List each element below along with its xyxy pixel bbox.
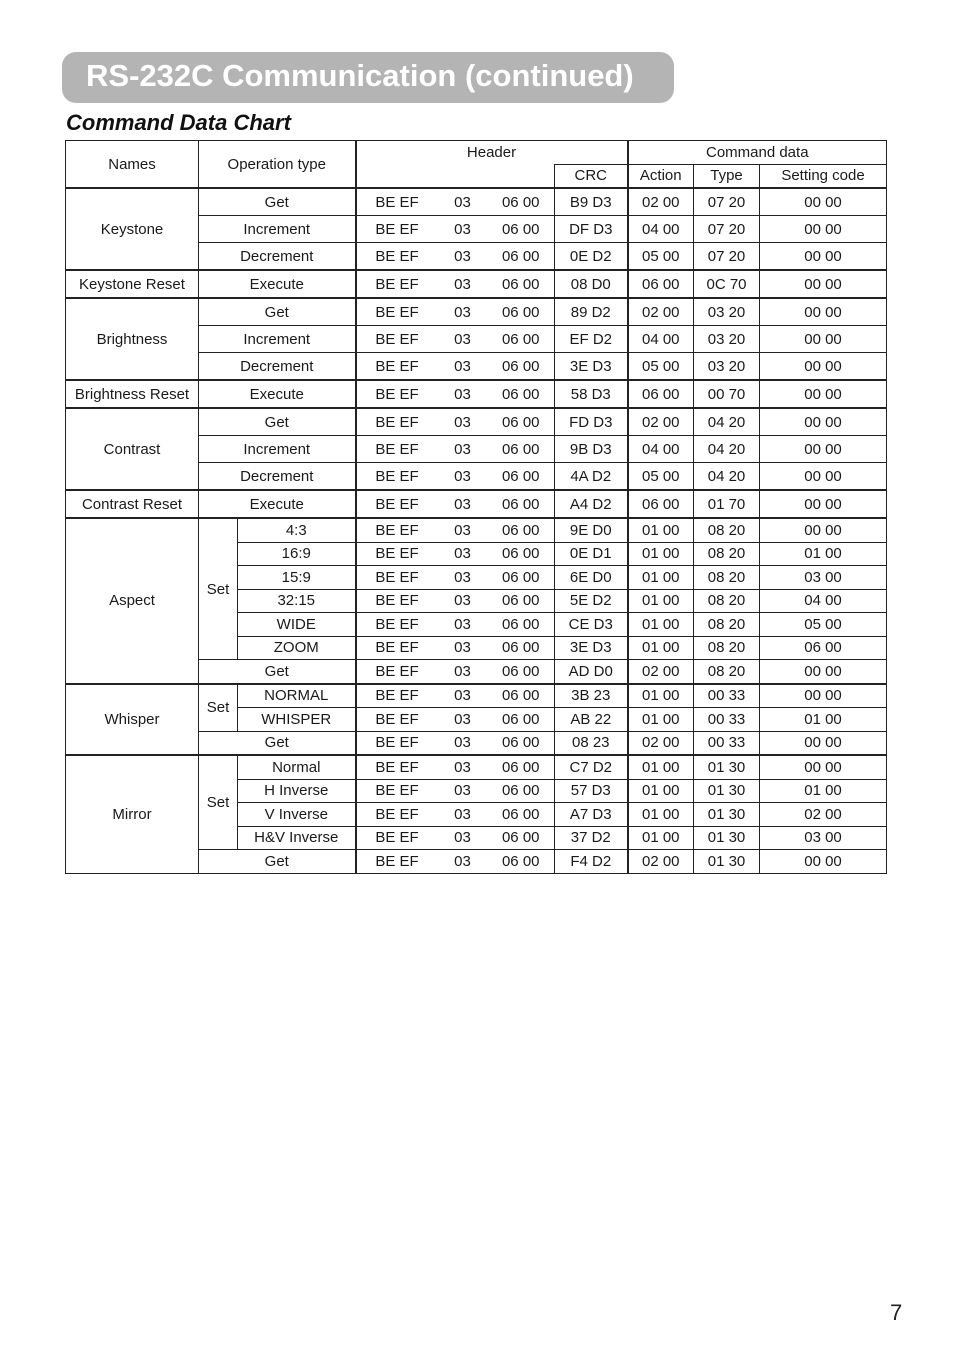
row-operation: Execute xyxy=(199,490,356,518)
row-header-2: 03 xyxy=(438,408,488,436)
table-row xyxy=(66,518,887,542)
row-operation: Get xyxy=(199,188,356,216)
row-operation: Increment xyxy=(199,436,356,463)
row-setting-code: 03 00 xyxy=(760,566,887,590)
row-crc: B9 D3 xyxy=(555,188,628,216)
row-group-name: Brightness Reset xyxy=(66,380,199,408)
row-setting-code: 05 00 xyxy=(760,613,887,637)
row-setting-code: 06 00 xyxy=(760,636,887,660)
row-header-2: 03 xyxy=(438,850,488,874)
row-setting-code: 00 00 xyxy=(760,216,887,243)
row-crc: AD D0 xyxy=(555,660,628,684)
row-crc: 6E D0 xyxy=(555,566,628,590)
row-operation: Normal xyxy=(238,755,356,779)
row-type: 0C 70 xyxy=(694,270,760,298)
row-setting-code: 00 00 xyxy=(760,436,887,463)
row-header-1: BE EF xyxy=(356,803,438,827)
row-type: 08 20 xyxy=(694,518,760,542)
row-operation: Decrement xyxy=(199,243,356,271)
row-header-2: 03 xyxy=(438,660,488,684)
row-type: 07 20 xyxy=(694,243,760,271)
row-crc: C7 D2 xyxy=(555,755,628,779)
row-header-3: 06 00 xyxy=(488,380,555,408)
row-type: 07 20 xyxy=(694,216,760,243)
row-group-name: Keystone Reset xyxy=(66,270,199,298)
row-setting-code: 00 00 xyxy=(760,353,887,381)
row-header-3: 06 00 xyxy=(488,708,555,732)
row-operation: Decrement xyxy=(199,353,356,381)
row-header-2: 03 xyxy=(438,463,488,491)
row-crc: 4A D2 xyxy=(555,463,628,491)
row-operation: Execute xyxy=(199,270,356,298)
row-type: 00 33 xyxy=(694,684,760,708)
row-group-name: Brightness xyxy=(66,298,199,380)
row-action: 05 00 xyxy=(628,463,694,491)
row-header-2: 03 xyxy=(438,243,488,271)
row-crc: 08 23 xyxy=(555,731,628,755)
row-header-2: 03 xyxy=(438,436,488,463)
row-header-1: BE EF xyxy=(356,216,438,243)
row-setting-code: 00 00 xyxy=(760,270,887,298)
row-header-3: 06 00 xyxy=(488,613,555,637)
row-action: 01 00 xyxy=(628,636,694,660)
row-type: 08 20 xyxy=(694,613,760,637)
row-header-3: 06 00 xyxy=(488,636,555,660)
row-crc: A4 D2 xyxy=(555,490,628,518)
row-operation: 32:15 xyxy=(238,589,356,613)
row-action: 01 00 xyxy=(628,803,694,827)
row-operation: Execute xyxy=(199,380,356,408)
table-row xyxy=(66,408,887,436)
row-operation: WHISPER xyxy=(238,708,356,732)
row-header-2: 03 xyxy=(438,566,488,590)
row-type: 08 20 xyxy=(694,589,760,613)
row-setting-code: 00 00 xyxy=(760,518,887,542)
row-header-2: 03 xyxy=(438,731,488,755)
row-header-2: 03 xyxy=(438,326,488,353)
row-type: 01 30 xyxy=(694,850,760,874)
row-header-2: 03 xyxy=(438,803,488,827)
row-header-3: 06 00 xyxy=(488,408,555,436)
row-header-1: BE EF xyxy=(356,380,438,408)
row-action: 06 00 xyxy=(628,380,694,408)
row-header-3: 06 00 xyxy=(488,490,555,518)
row-action: 01 00 xyxy=(628,826,694,850)
row-crc: 3B 23 xyxy=(555,684,628,708)
row-operation: ZOOM xyxy=(238,636,356,660)
row-action: 06 00 xyxy=(628,270,694,298)
row-header-3: 06 00 xyxy=(488,518,555,542)
header-header: Header xyxy=(356,141,628,165)
row-header-2: 03 xyxy=(438,490,488,518)
row-header-1: BE EF xyxy=(356,636,438,660)
command-data-table xyxy=(65,140,887,874)
page-title: RS-232C Communication (continued) xyxy=(86,58,634,93)
row-header-1: BE EF xyxy=(356,566,438,590)
row-group-name: Keystone xyxy=(66,188,199,270)
header-operation-type: Operation type xyxy=(199,141,356,189)
row-setting-code: 00 00 xyxy=(760,463,887,491)
row-header-3: 06 00 xyxy=(488,826,555,850)
row-header-3: 06 00 xyxy=(488,779,555,803)
header-header-blank xyxy=(356,164,555,188)
row-action: 05 00 xyxy=(628,243,694,271)
row-header-2: 03 xyxy=(438,613,488,637)
row-type: 03 20 xyxy=(694,298,760,326)
row-setting-code: 00 00 xyxy=(760,408,887,436)
row-operation: Decrement xyxy=(199,463,356,491)
row-setting-code: 00 00 xyxy=(760,755,887,779)
row-setting-code: 01 00 xyxy=(760,779,887,803)
row-operation: V Inverse xyxy=(238,803,356,827)
table-row xyxy=(66,298,887,326)
row-action: 05 00 xyxy=(628,353,694,381)
row-header-2: 03 xyxy=(438,518,488,542)
row-action: 01 00 xyxy=(628,755,694,779)
row-header-3: 06 00 xyxy=(488,270,555,298)
row-header-1: BE EF xyxy=(356,518,438,542)
row-header-2: 03 xyxy=(438,298,488,326)
header-names: Names xyxy=(66,141,199,189)
row-action: 01 00 xyxy=(628,684,694,708)
row-crc: AB 22 xyxy=(555,708,628,732)
row-action: 06 00 xyxy=(628,490,694,518)
row-header-1: BE EF xyxy=(356,408,438,436)
row-header-2: 03 xyxy=(438,708,488,732)
row-header-1: BE EF xyxy=(356,298,438,326)
row-group-name: Contrast xyxy=(66,408,199,490)
row-header-1: BE EF xyxy=(356,660,438,684)
row-header-3: 06 00 xyxy=(488,353,555,381)
row-action: 04 00 xyxy=(628,326,694,353)
row-header-2: 03 xyxy=(438,380,488,408)
row-type: 04 20 xyxy=(694,408,760,436)
row-action: 02 00 xyxy=(628,850,694,874)
row-operation: NORMAL xyxy=(238,684,356,708)
row-header-3: 06 00 xyxy=(488,326,555,353)
row-header-3: 06 00 xyxy=(488,803,555,827)
row-operation: Get xyxy=(199,850,356,874)
row-header-1: BE EF xyxy=(356,826,438,850)
row-type: 01 70 xyxy=(694,490,760,518)
row-setting-code: 00 00 xyxy=(760,243,887,271)
row-header-1: BE EF xyxy=(356,490,438,518)
row-header-1: BE EF xyxy=(356,353,438,381)
row-setting-code: 03 00 xyxy=(760,826,887,850)
row-setting-code: 00 00 xyxy=(760,188,887,216)
row-setting-code: 00 00 xyxy=(760,298,887,326)
row-action: 04 00 xyxy=(628,436,694,463)
row-header-3: 06 00 xyxy=(488,731,555,755)
row-crc: 08 D0 xyxy=(555,270,628,298)
row-header-1: BE EF xyxy=(356,731,438,755)
row-header-2: 03 xyxy=(438,270,488,298)
row-type: 03 20 xyxy=(694,353,760,381)
table-row xyxy=(66,380,887,408)
row-header-1: BE EF xyxy=(356,755,438,779)
row-set-label: Set xyxy=(199,518,238,660)
row-type: 00 33 xyxy=(694,708,760,732)
row-action: 02 00 xyxy=(628,298,694,326)
row-header-3: 06 00 xyxy=(488,243,555,271)
row-header-3: 06 00 xyxy=(488,542,555,566)
row-header-3: 06 00 xyxy=(488,850,555,874)
table-row xyxy=(66,684,887,708)
row-operation: Increment xyxy=(199,326,356,353)
header-type: Type xyxy=(694,164,760,188)
row-operation: 15:9 xyxy=(238,566,356,590)
header-crc: CRC xyxy=(555,164,628,188)
row-crc: 9B D3 xyxy=(555,436,628,463)
row-operation: H&V Inverse xyxy=(238,826,356,850)
row-header-2: 03 xyxy=(438,353,488,381)
row-operation: WIDE xyxy=(238,613,356,637)
table-row xyxy=(66,188,887,216)
row-crc: DF D3 xyxy=(555,216,628,243)
row-setting-code: 02 00 xyxy=(760,803,887,827)
row-action: 01 00 xyxy=(628,566,694,590)
row-group-name: Mirror xyxy=(66,755,199,873)
row-operation: H Inverse xyxy=(238,779,356,803)
row-operation: 4:3 xyxy=(238,518,356,542)
row-crc: 5E D2 xyxy=(555,589,628,613)
row-header-1: BE EF xyxy=(356,684,438,708)
row-header-3: 06 00 xyxy=(488,660,555,684)
row-setting-code: 00 00 xyxy=(760,850,887,874)
row-crc: 58 D3 xyxy=(555,380,628,408)
row-header-3: 06 00 xyxy=(488,216,555,243)
row-header-1: BE EF xyxy=(356,589,438,613)
row-header-1: BE EF xyxy=(356,436,438,463)
header-action: Action xyxy=(628,164,694,188)
row-type: 01 30 xyxy=(694,755,760,779)
row-crc: CE D3 xyxy=(555,613,628,637)
row-type: 08 20 xyxy=(694,660,760,684)
row-action: 01 00 xyxy=(628,518,694,542)
row-crc: EF D2 xyxy=(555,326,628,353)
row-type: 01 30 xyxy=(694,826,760,850)
row-crc: 37 D2 xyxy=(555,826,628,850)
row-header-3: 06 00 xyxy=(488,755,555,779)
row-action: 01 00 xyxy=(628,779,694,803)
header-row xyxy=(66,141,887,165)
row-operation: Get xyxy=(199,660,356,684)
row-header-3: 06 00 xyxy=(488,566,555,590)
row-setting-code: 00 00 xyxy=(760,326,887,353)
row-header-3: 06 00 xyxy=(488,589,555,613)
row-operation: Get xyxy=(199,408,356,436)
row-type: 04 20 xyxy=(694,463,760,491)
row-type: 00 33 xyxy=(694,731,760,755)
row-header-2: 03 xyxy=(438,826,488,850)
row-crc: 0E D2 xyxy=(555,243,628,271)
row-crc: F4 D2 xyxy=(555,850,628,874)
row-operation: Get xyxy=(199,298,356,326)
row-setting-code: 04 00 xyxy=(760,589,887,613)
row-crc: 3E D3 xyxy=(555,636,628,660)
row-setting-code: 00 00 xyxy=(760,660,887,684)
row-header-1: BE EF xyxy=(356,542,438,566)
row-crc: 89 D2 xyxy=(555,298,628,326)
row-set-label: Set xyxy=(199,755,238,850)
row-type: 01 30 xyxy=(694,779,760,803)
row-type: 08 20 xyxy=(694,542,760,566)
row-type: 01 30 xyxy=(694,803,760,827)
row-header-2: 03 xyxy=(438,188,488,216)
row-header-1: BE EF xyxy=(356,708,438,732)
row-type: 00 70 xyxy=(694,380,760,408)
row-header-1: BE EF xyxy=(356,270,438,298)
row-crc: FD D3 xyxy=(555,408,628,436)
table-row xyxy=(66,490,887,518)
row-setting-code: 01 00 xyxy=(760,542,887,566)
row-crc: 9E D0 xyxy=(555,518,628,542)
row-group-name: Aspect xyxy=(66,518,199,684)
row-type: 08 20 xyxy=(694,566,760,590)
row-header-1: BE EF xyxy=(356,463,438,491)
row-action: 02 00 xyxy=(628,731,694,755)
row-header-2: 03 xyxy=(438,589,488,613)
row-header-2: 03 xyxy=(438,684,488,708)
row-header-3: 06 00 xyxy=(488,436,555,463)
row-header-3: 06 00 xyxy=(488,684,555,708)
row-header-1: BE EF xyxy=(356,850,438,874)
row-group-name: Contrast Reset xyxy=(66,490,199,518)
row-setting-code: 00 00 xyxy=(760,490,887,518)
row-crc: 0E D1 xyxy=(555,542,628,566)
row-action: 01 00 xyxy=(628,613,694,637)
row-setting-code: 00 00 xyxy=(760,380,887,408)
row-header-3: 06 00 xyxy=(488,463,555,491)
row-header-2: 03 xyxy=(438,216,488,243)
row-header-2: 03 xyxy=(438,542,488,566)
row-action: 02 00 xyxy=(628,408,694,436)
row-operation: Increment xyxy=(199,216,356,243)
row-header-3: 06 00 xyxy=(488,298,555,326)
row-header-1: BE EF xyxy=(356,779,438,803)
row-header-1: BE EF xyxy=(356,243,438,271)
header-setting-code: Setting code xyxy=(760,164,887,188)
row-action: 04 00 xyxy=(628,216,694,243)
section-title: Command Data Chart xyxy=(66,110,291,135)
row-operation: Get xyxy=(199,731,356,755)
row-action: 02 00 xyxy=(628,188,694,216)
row-type: 04 20 xyxy=(694,436,760,463)
row-header-3: 06 00 xyxy=(488,188,555,216)
row-action: 01 00 xyxy=(628,589,694,613)
row-header-2: 03 xyxy=(438,636,488,660)
row-set-label: Set xyxy=(199,684,238,732)
table-row xyxy=(66,755,887,779)
row-header-1: BE EF xyxy=(356,326,438,353)
row-header-2: 03 xyxy=(438,755,488,779)
page-number: 7 xyxy=(890,1300,903,1325)
row-type: 08 20 xyxy=(694,636,760,660)
row-setting-code: 00 00 xyxy=(760,684,887,708)
row-type: 07 20 xyxy=(694,188,760,216)
row-crc: A7 D3 xyxy=(555,803,628,827)
row-type: 03 20 xyxy=(694,326,760,353)
header-command-data: Command data xyxy=(628,141,887,165)
row-header-1: BE EF xyxy=(356,613,438,637)
title-banner xyxy=(62,52,674,103)
row-header-2: 03 xyxy=(438,779,488,803)
row-action: 01 00 xyxy=(628,542,694,566)
row-operation: 16:9 xyxy=(238,542,356,566)
table-row xyxy=(66,270,887,298)
row-crc: 3E D3 xyxy=(555,353,628,381)
row-action: 01 00 xyxy=(628,708,694,732)
row-header-1: BE EF xyxy=(356,188,438,216)
row-setting-code: 01 00 xyxy=(760,708,887,732)
row-group-name: Whisper xyxy=(66,684,199,756)
row-setting-code: 00 00 xyxy=(760,731,887,755)
row-crc: 57 D3 xyxy=(555,779,628,803)
row-action: 02 00 xyxy=(628,660,694,684)
